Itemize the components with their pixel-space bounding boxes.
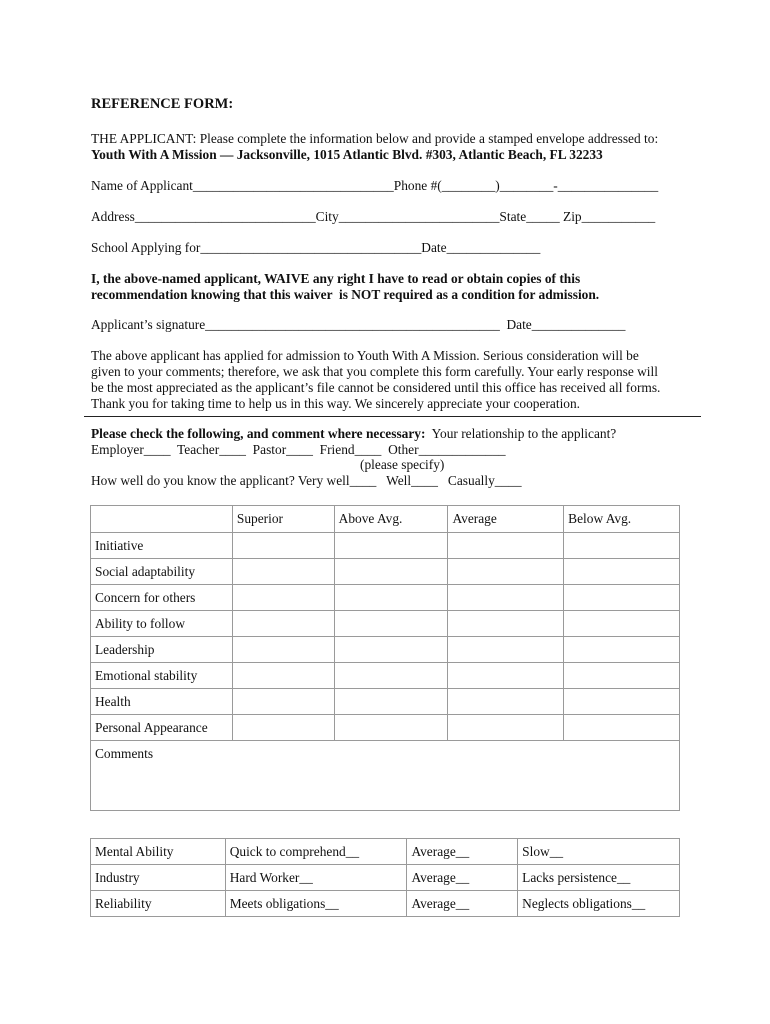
rating-cell[interactable] bbox=[232, 663, 334, 689]
row-label-health: Health bbox=[91, 689, 233, 715]
rating-cell[interactable] bbox=[232, 533, 334, 559]
trait-option[interactable]: Lacks persistence__ bbox=[518, 865, 680, 891]
rating-cell[interactable] bbox=[448, 637, 564, 663]
rating-cell[interactable] bbox=[232, 585, 334, 611]
trait-label-reliability: Reliability bbox=[91, 891, 226, 917]
trait-option[interactable]: Average__ bbox=[407, 891, 518, 917]
row-label-concern-for-others: Concern for others bbox=[91, 585, 233, 611]
acquaintance-level-field[interactable]: How well do you know the applicant? Very well____ Well____ Casually____ bbox=[91, 473, 522, 488]
instructions-text: THE APPLICANT: Please complete the information below and provide a stamped envelope addressed to: bbox=[91, 131, 659, 146]
paragraph-line-1: The above applicant has applied for admission to Youth With A Mission. Serious consideration will be bbox=[91, 348, 639, 363]
rating-cell[interactable] bbox=[232, 559, 334, 585]
comments-row bbox=[91, 741, 680, 811]
table-row bbox=[91, 865, 680, 891]
check-instructions bbox=[91, 426, 616, 442]
table-row bbox=[91, 891, 680, 917]
paragraph-line-2: given to your comments; therefore, we ask that you complete this form carefully. Your early response will bbox=[91, 364, 658, 379]
table-row bbox=[91, 663, 680, 689]
rating-cell[interactable] bbox=[448, 689, 564, 715]
table-row bbox=[91, 689, 680, 715]
row-label-leadership: Leadership bbox=[91, 637, 233, 663]
waiver-text-line-1: I, the above-named applicant, WAIVE any right I have to read or obtain copies of this bbox=[91, 271, 581, 286]
rating-cell[interactable] bbox=[334, 611, 448, 637]
rating-cell[interactable] bbox=[334, 689, 448, 715]
row-label-emotional-stability: Emotional stability bbox=[91, 663, 233, 689]
relationship-options[interactable]: Employer____ Teacher____ Pastor____ Friend____ Other_____________ bbox=[91, 442, 506, 457]
please-specify-note: (please specify) bbox=[360, 457, 445, 472]
rating-cell[interactable] bbox=[564, 663, 680, 689]
header-above-avg: Above Avg. bbox=[334, 506, 448, 533]
row-label-ability-to-follow: Ability to follow bbox=[91, 611, 233, 637]
rating-cell[interactable] bbox=[334, 585, 448, 611]
school-date-field[interactable]: School Applying for_________________________________Date______________ bbox=[91, 240, 541, 255]
row-label-initiative: Initiative bbox=[91, 533, 233, 559]
paragraph-line-3: be the most appreciated as the applicant’s file cannot be considered until this office has received all forms. bbox=[91, 380, 661, 395]
header-average: Average bbox=[448, 506, 564, 533]
rating-cell[interactable] bbox=[232, 715, 334, 741]
rating-cell[interactable] bbox=[564, 559, 680, 585]
rating-cell[interactable] bbox=[564, 611, 680, 637]
rating-cell[interactable] bbox=[334, 533, 448, 559]
rating-table-header bbox=[91, 506, 680, 533]
rating-cell[interactable] bbox=[232, 637, 334, 663]
trait-option[interactable]: Slow__ bbox=[518, 839, 680, 865]
trait-label-mental-ability: Mental Ability bbox=[91, 839, 226, 865]
table-row bbox=[91, 611, 680, 637]
rating-cell[interactable] bbox=[564, 715, 680, 741]
trait-option[interactable]: Neglects obligations__ bbox=[518, 891, 680, 917]
rating-cell[interactable] bbox=[448, 585, 564, 611]
trait-option[interactable]: Meets obligations__ bbox=[225, 891, 407, 917]
trait-label-industry: Industry bbox=[91, 865, 226, 891]
form-title: REFERENCE FORM: bbox=[91, 96, 234, 112]
table-row bbox=[91, 533, 680, 559]
address-field[interactable]: Address___________________________City________________________State_____ Zip___________ bbox=[91, 209, 656, 224]
rating-cell[interactable] bbox=[334, 715, 448, 741]
relationship-question: Your relationship to the applicant? bbox=[425, 426, 617, 441]
table-row bbox=[91, 559, 680, 585]
row-label-personal-appearance: Personal Appearance bbox=[91, 715, 233, 741]
table-row bbox=[91, 715, 680, 741]
signature-field[interactable]: Applicant’s signature____________________________________________ Date______________ bbox=[91, 317, 626, 332]
header-below-avg: Below Avg. bbox=[564, 506, 680, 533]
rating-cell[interactable] bbox=[334, 663, 448, 689]
trait-option[interactable]: Quick to comprehend__ bbox=[225, 839, 407, 865]
rating-cell[interactable] bbox=[232, 611, 334, 637]
rating-cell[interactable] bbox=[334, 637, 448, 663]
trait-option[interactable]: Hard Worker__ bbox=[225, 865, 407, 891]
rating-cell[interactable] bbox=[564, 689, 680, 715]
rating-cell[interactable] bbox=[232, 689, 334, 715]
waiver-text-line-2: recommendation knowing that this waiver is NOT required as a condition for admission. bbox=[91, 287, 600, 302]
rating-cell[interactable] bbox=[564, 533, 680, 559]
comments-label: Comments bbox=[95, 746, 154, 761]
rating-cell[interactable] bbox=[448, 663, 564, 689]
name-phone-field[interactable]: Name of Applicant______________________________Phone #(________)________-_______________ bbox=[91, 178, 659, 193]
check-instructions-bold: Please check the following, and comment where necessary: bbox=[91, 426, 426, 441]
rating-cell[interactable] bbox=[334, 559, 448, 585]
rating-cell[interactable] bbox=[564, 637, 680, 663]
comments-field[interactable] bbox=[91, 741, 680, 811]
rating-table bbox=[90, 505, 680, 811]
rating-cell[interactable] bbox=[448, 533, 564, 559]
header-empty-cell bbox=[91, 506, 233, 533]
rating-cell[interactable] bbox=[448, 611, 564, 637]
trait-option[interactable]: Average__ bbox=[407, 839, 518, 865]
table-row bbox=[91, 839, 680, 865]
mailing-address: Youth With A Mission — Jacksonville, 1015 Atlantic Blvd. #303, Atlantic Beach, FL 32233 bbox=[91, 147, 603, 162]
row-label-social-adaptability: Social adaptability bbox=[91, 559, 233, 585]
section-divider bbox=[84, 416, 701, 417]
trait-option[interactable]: Average__ bbox=[407, 865, 518, 891]
table-row bbox=[91, 585, 680, 611]
rating-cell[interactable] bbox=[448, 715, 564, 741]
trait-table bbox=[90, 838, 680, 917]
rating-cell[interactable] bbox=[448, 559, 564, 585]
table-row bbox=[91, 637, 680, 663]
header-superior: Superior bbox=[232, 506, 334, 533]
rating-cell[interactable] bbox=[564, 585, 680, 611]
paragraph-line-4: Thank you for taking time to help us in this way. We sincerely appreciate your cooperation. bbox=[91, 396, 581, 411]
